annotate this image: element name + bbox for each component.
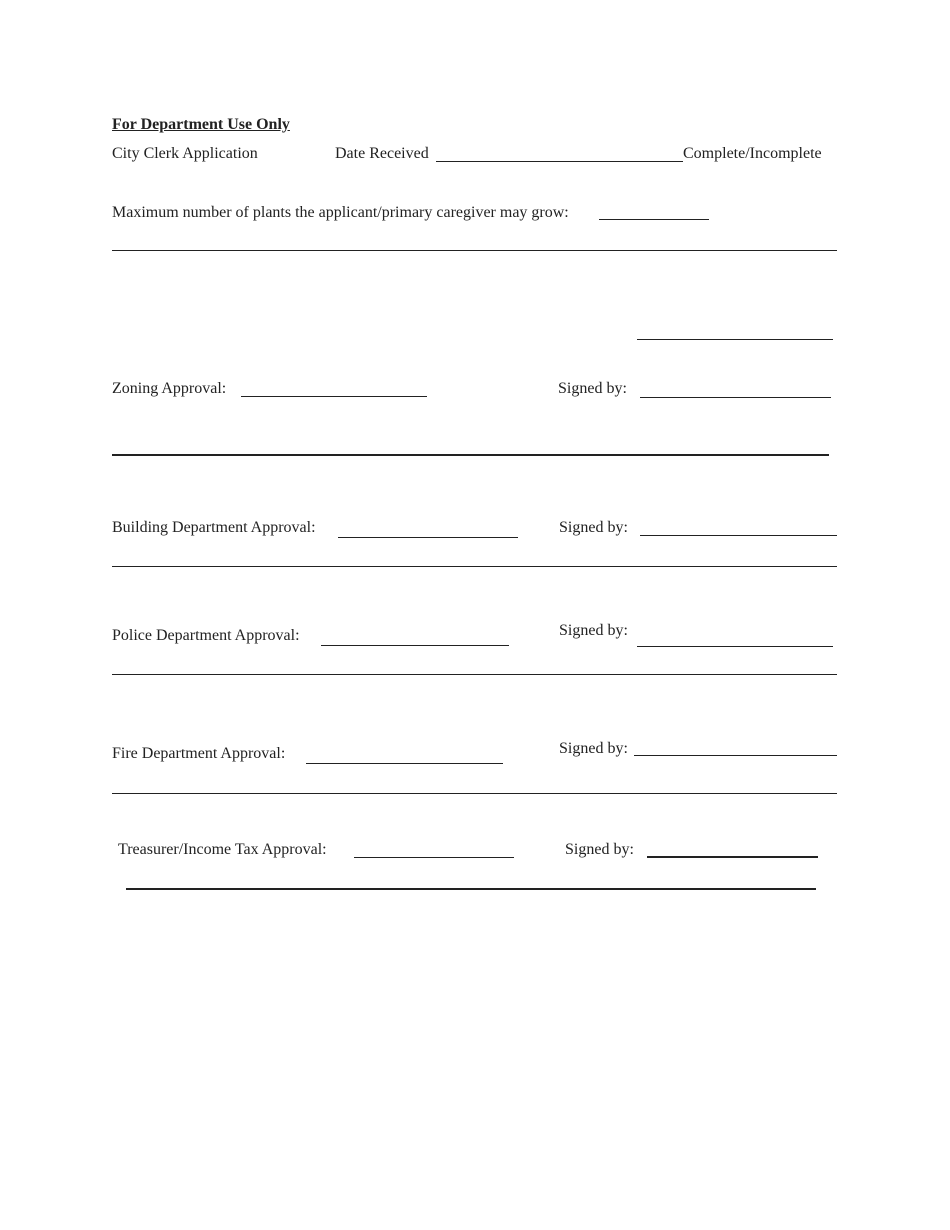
max-plants-field[interactable] [599, 219, 709, 220]
treasurer-approval-label: Treasurer/Income Tax Approval: [118, 841, 327, 858]
fire-signed-by-field[interactable] [634, 755, 837, 756]
form-section-title: For Department Use Only [112, 116, 290, 133]
police-approval-label: Police Department Approval: [112, 627, 300, 644]
city-clerk-application-label: City Clerk Application [112, 145, 258, 162]
treasurer-signed-by-label: Signed by: [565, 841, 634, 858]
building-signed-by-field[interactable] [640, 535, 837, 536]
divider [126, 888, 816, 890]
fire-signed-by-label: Signed by: [559, 740, 628, 757]
divider [112, 250, 837, 251]
date-received-field[interactable] [436, 161, 683, 162]
max-plants-label: Maximum number of plants the applicant/primary caregiver may grow: [112, 204, 569, 221]
complete-incomplete-label: Complete/Incomplete [683, 145, 822, 162]
blank-line[interactable] [637, 339, 833, 340]
divider [112, 793, 837, 794]
divider [112, 454, 829, 456]
building-approval-field[interactable] [338, 537, 518, 538]
zoning-signed-by-field[interactable] [640, 397, 831, 398]
building-signed-by-label: Signed by: [559, 519, 628, 536]
zoning-approval-field[interactable] [241, 396, 427, 397]
treasurer-approval-field[interactable] [354, 857, 514, 858]
fire-approval-label: Fire Department Approval: [112, 745, 286, 762]
building-approval-label: Building Department Approval: [112, 519, 316, 536]
date-received-label: Date Received [335, 145, 429, 162]
zoning-signed-by-label: Signed by: [558, 380, 627, 397]
police-signed-by-label: Signed by: [559, 622, 628, 639]
zoning-approval-label: Zoning Approval: [112, 380, 227, 397]
police-signed-by-field[interactable] [637, 646, 833, 647]
police-approval-field[interactable] [321, 645, 509, 646]
fire-approval-field[interactable] [306, 763, 503, 764]
divider [112, 566, 837, 567]
divider [112, 674, 837, 675]
treasurer-signed-by-field[interactable] [647, 856, 818, 858]
